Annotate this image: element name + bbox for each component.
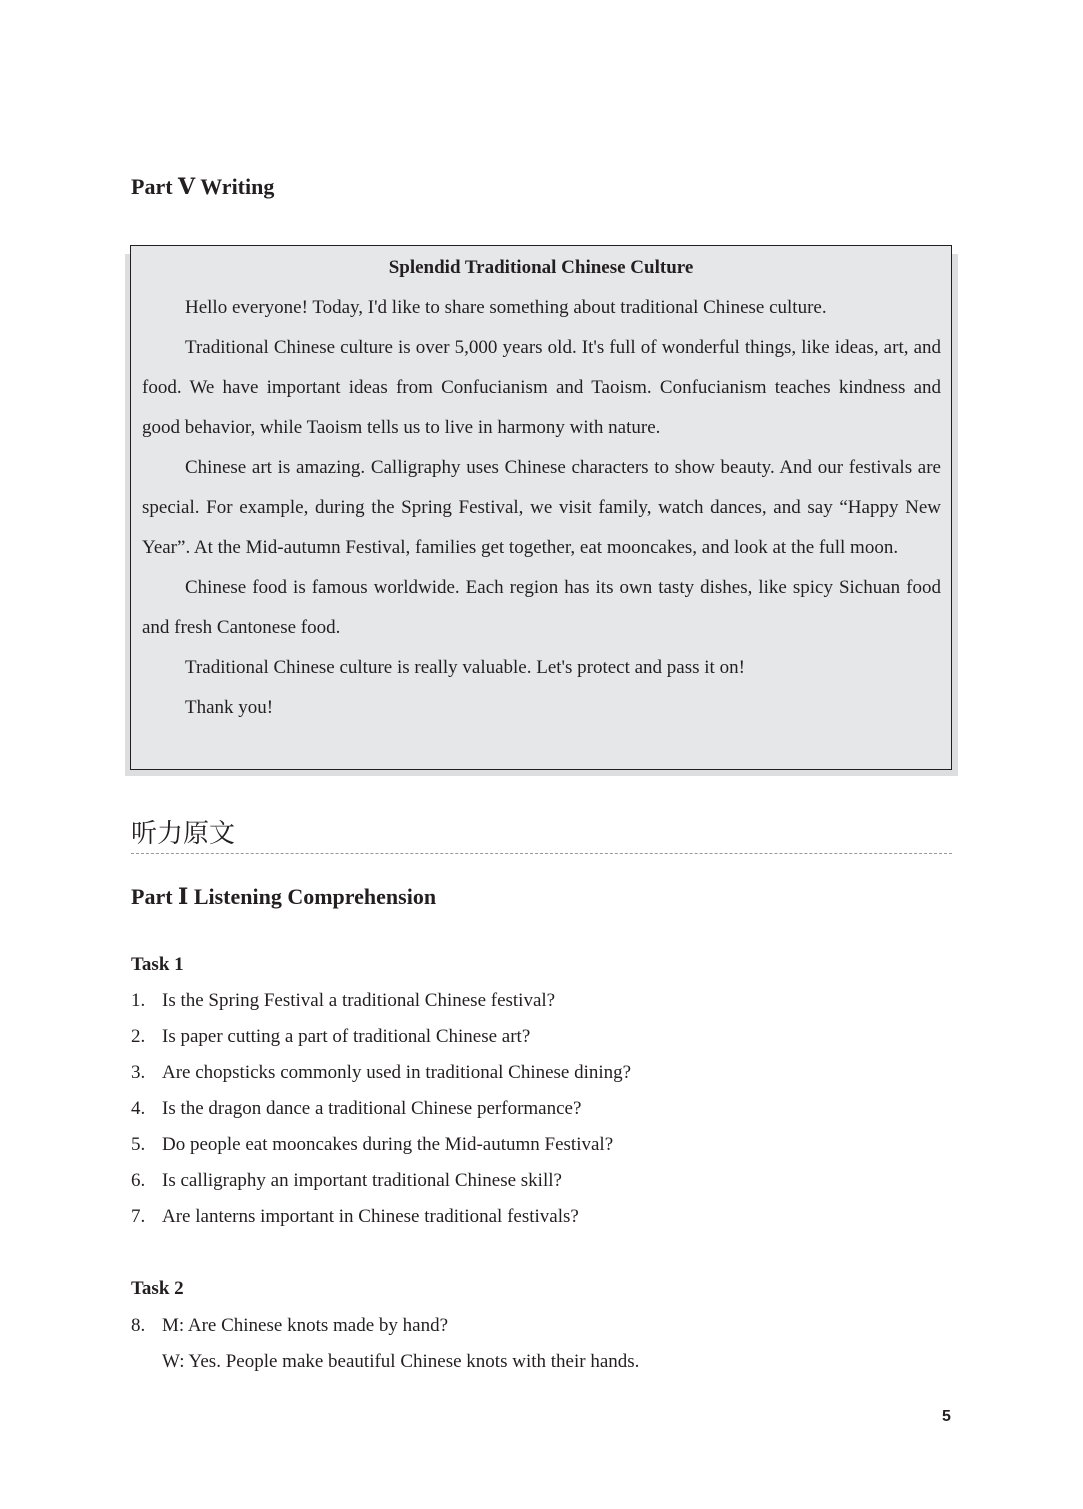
question-number: 6. [131,1170,146,1191]
list-item [131,1199,931,1235]
question-number: 4. [131,1098,146,1119]
task2-label: Task 2 [131,1278,184,1299]
list-item [131,983,931,1019]
dialogue-line [131,1308,931,1344]
question-number: 5. [131,1134,146,1155]
essay-paragraph: Traditional Chinese culture is over 5,000 years old. It's full of wonderful things, like ideas, art, and food. We have important ideas from Confucianism and Taoism. Confucianism teaches kindness and good behavior, while Taoism tells us to live in harmony with nature. [142,337,941,438]
essay-box [130,245,952,770]
writing-heading: Part Ⅴ Writing [131,174,275,199]
dialogue-text: W: Yes. People make beautiful Chinese knots with their hands. [162,1351,640,1372]
essay-paragraph: Hello everyone! Today, I'd like to share something about traditional Chinese culture. [185,297,827,318]
question-number: 1. [131,990,146,1011]
essay-paragraph: Chinese art is amazing. Calligraphy uses Chinese characters to show beauty. And our festivals are special. For example, during the Spring Festival, we visit family, watch dances, and say “Happy New Year”. At the Mid-autumn Festival, families get together, eat mooncakes, and look at the full moon. [142,457,941,558]
listening-heading: Part Ⅰ Listening Comprehension [131,884,437,909]
essay-title: Splendid Traditional Chinese Culture [388,257,694,278]
essay-paragraph: Thank you! [185,697,274,718]
transcript-title: 听力原文 [131,819,236,849]
question-text: Are lanterns important in Chinese traditional festivals? [162,1206,579,1227]
dialogue-text: M: Are Chinese knots made by hand? [162,1315,449,1336]
task1-question-list [131,983,931,1235]
question-number: 3. [131,1062,146,1083]
question-number: 2. [131,1026,146,1047]
question-text: Do people eat mooncakes during the Mid-autumn Festival? [162,1134,614,1155]
section-divider [131,853,952,854]
list-item [131,1019,931,1055]
question-text: Is calligraphy an important traditional Chinese skill? [162,1170,562,1191]
essay-body [142,288,941,728]
list-item [131,1163,931,1199]
list-item [131,1127,931,1163]
list-item [131,1055,931,1091]
essay-paragraph: Chinese food is famous worldwide. Each region has its own tasty dishes, like spicy Sichuan food and fresh Cantonese food. [142,577,941,638]
page-number: 5 [942,1408,951,1425]
task2-dialogue [131,1308,931,1380]
list-item [131,1091,931,1127]
question-text: Is the Spring Festival a traditional Chinese festival? [162,990,556,1011]
task1-label: Task 1 [131,954,184,975]
question-text: Is paper cutting a part of traditional Chinese art? [162,1026,531,1047]
essay-paragraph: Traditional Chinese culture is really valuable. Let's protect and pass it on! [185,657,745,678]
question-text: Are chopsticks commonly used in traditional Chinese dining? [162,1062,632,1083]
question-number: 7. [131,1206,146,1227]
dialogue-line [131,1344,931,1380]
question-number: 8. [131,1315,146,1336]
question-text: Is the dragon dance a traditional Chinese performance? [162,1098,582,1119]
